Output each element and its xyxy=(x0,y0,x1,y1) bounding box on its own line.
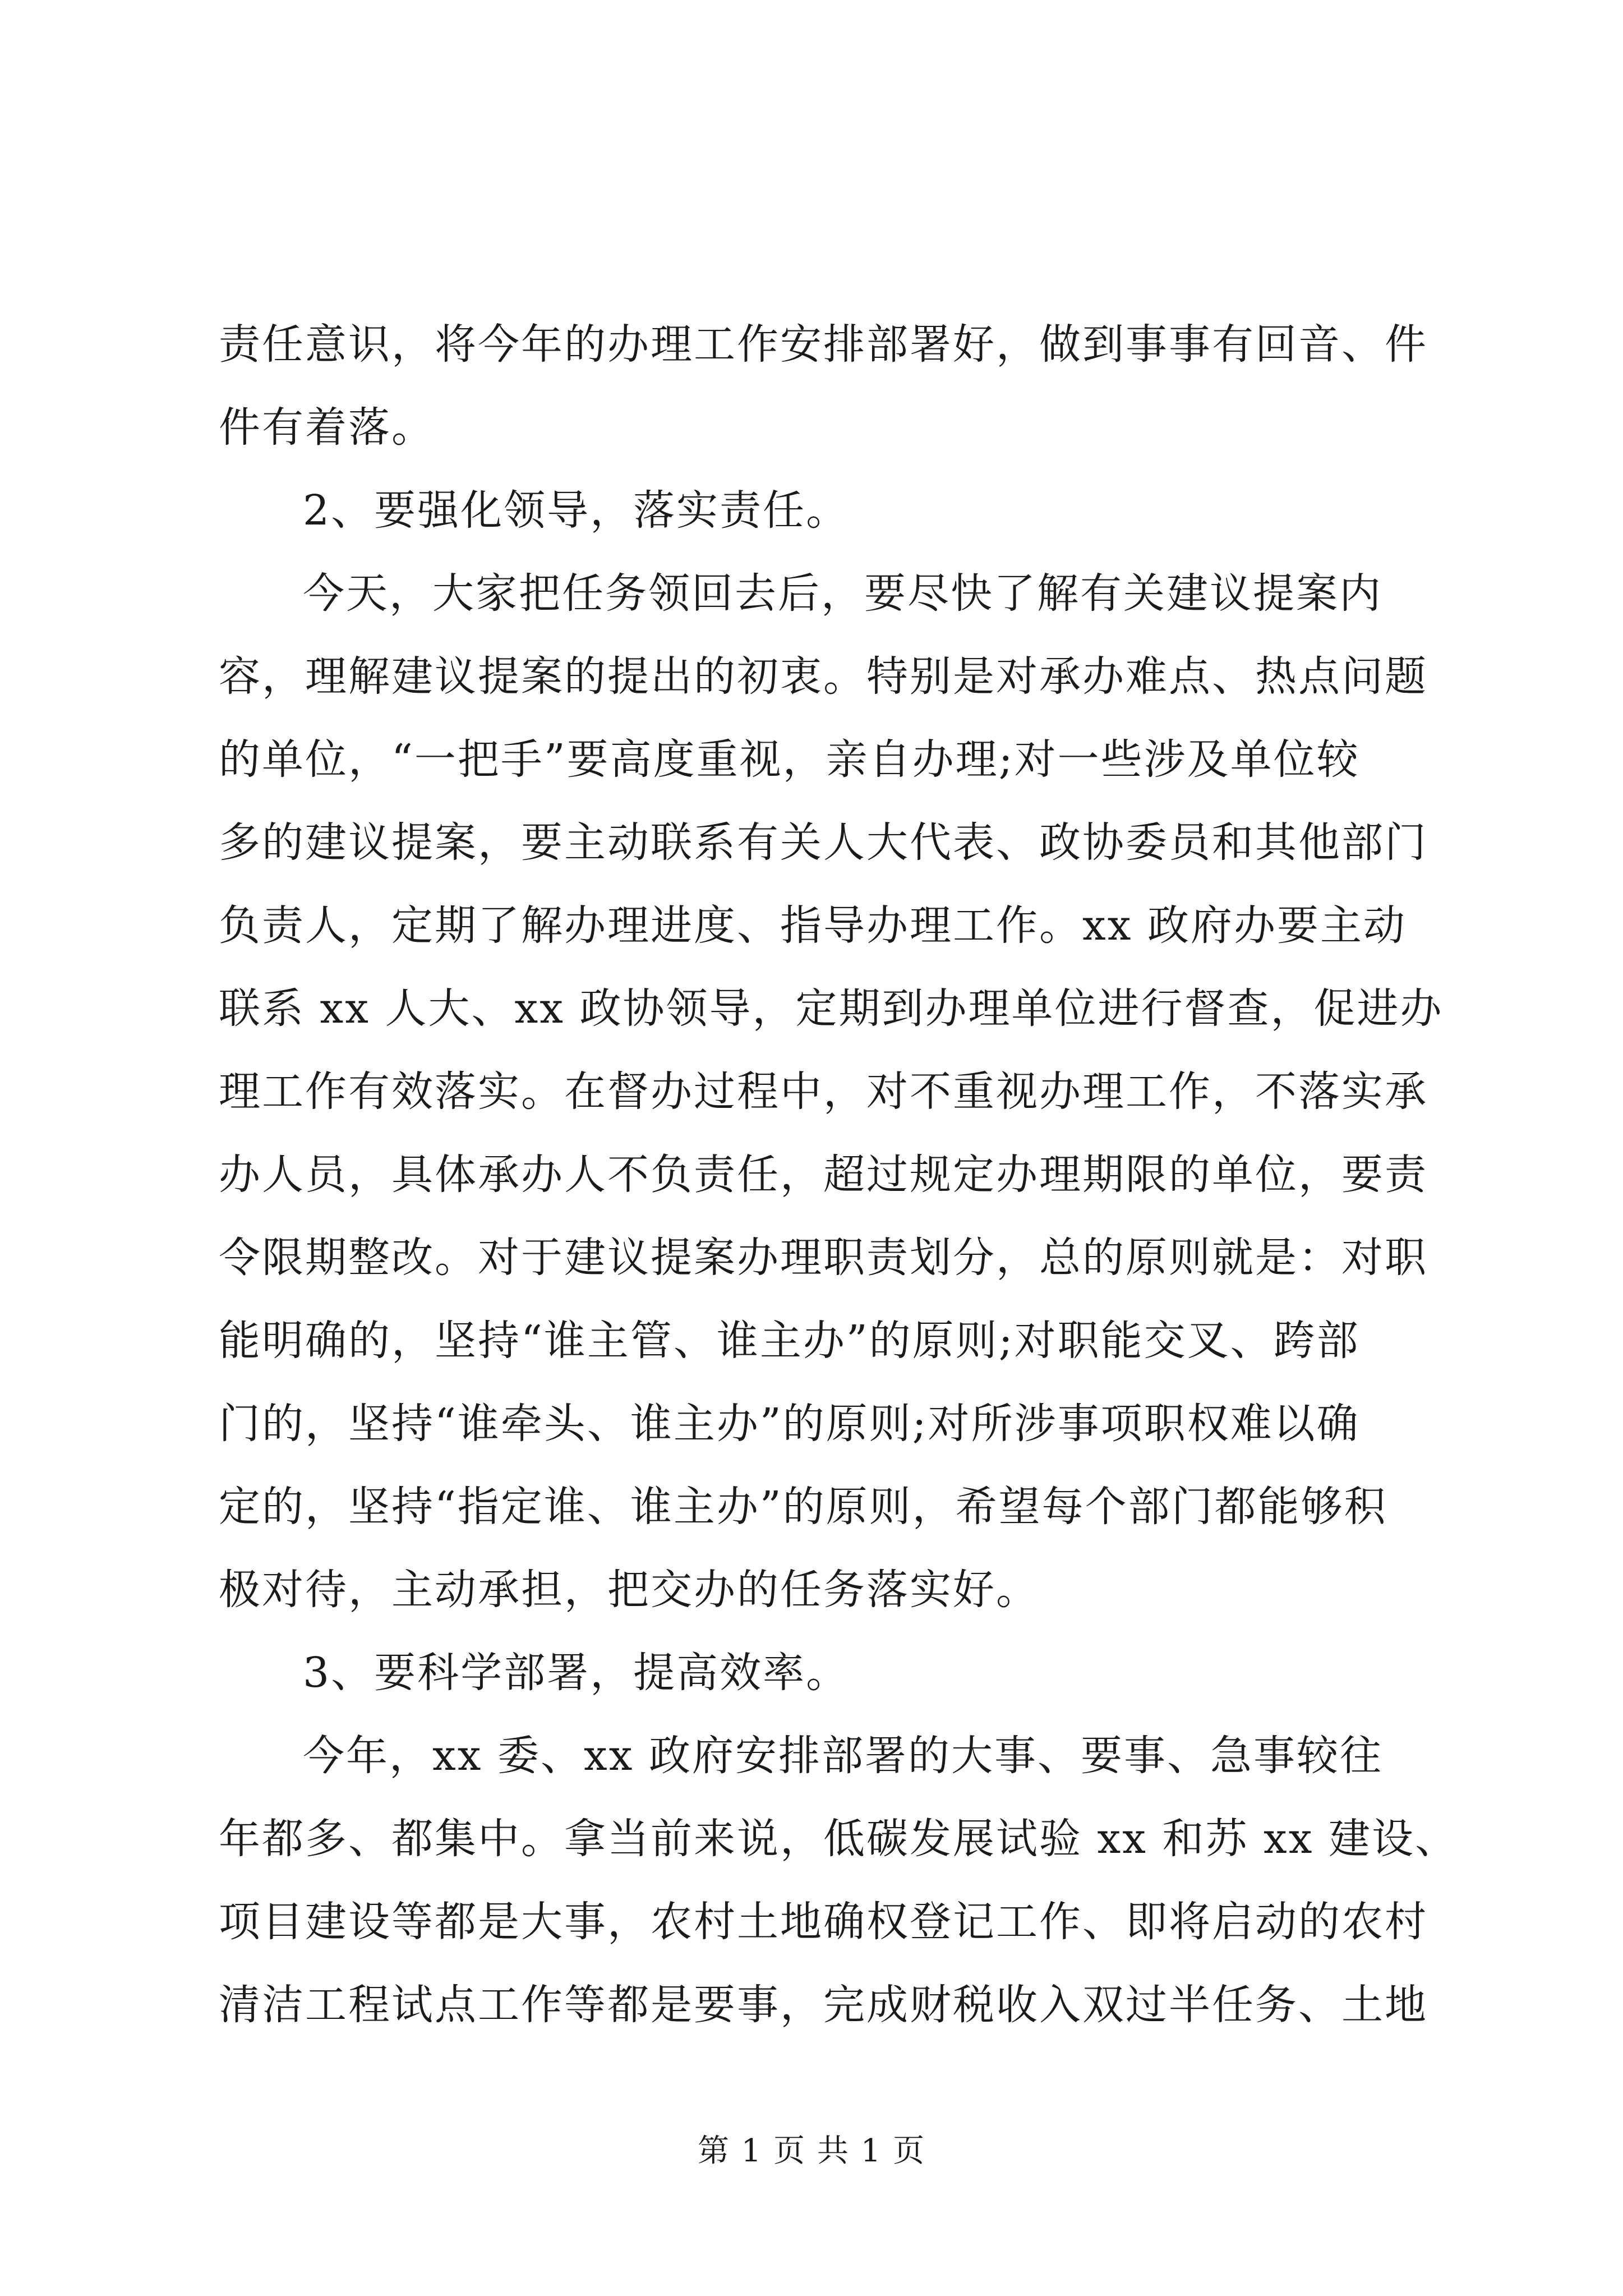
text-line: 负责人，定期了解办理进度、指导办理工作。xx 政府办要主动 xyxy=(219,901,1407,950)
text-line: 办人员，具体承办人不负责任，超过规定办理期限的单位，要责 xyxy=(219,1151,1428,1199)
text-line: 多的建议提案，要主动联系有关人大代表、政协委员和其他部门 xyxy=(219,818,1428,867)
text-line: 今年，xx 委、xx 政府安排部署的大事、要事、急事较往 xyxy=(303,1732,1383,1780)
text-line: 年都多、都集中。拿当前来说，低碳发展试验 xx 和苏 xx 建设、 xyxy=(219,1815,1459,1863)
text-line: 的单位，“一把手”要高度重视，亲自办理;对一些涉及单位较 xyxy=(219,735,1360,784)
section-heading: 2、要强化领导，落实责任。 xyxy=(303,486,850,535)
text-line: 极对待，主动承担，把交办的任务落实好。 xyxy=(219,1566,1039,1614)
body-text xyxy=(219,303,1459,2046)
text-line: 能明确的，坚持“谁主管、谁主办”的原则;对职能交叉、跨部 xyxy=(219,1317,1360,1365)
text-line: 理工作有效落实。在督办过程中，对不重视办理工作，不落实承 xyxy=(219,1068,1428,1116)
text-line: 清洁工程试点工作等都是要事，完成财税收入双过半任务、土地 xyxy=(219,1981,1428,2029)
text-line: 令限期整改。对于建议提案办理职责划分，总的原则就是：对职 xyxy=(219,1234,1428,1282)
text-line: 今天，大家把任务领回去后，要尽快了解有关建议提案内 xyxy=(303,569,1382,618)
section-heading: 3、要科学部署，提高效率。 xyxy=(303,1649,850,1697)
page-footer: 第 1 页 共 1 页 xyxy=(697,2133,926,2169)
text-line: 定的，坚持“指定谁、谁主办”的原则，希望每个部门都能够积 xyxy=(219,1483,1387,1531)
text-line: 门的，坚持“谁牵头、谁主办”的原则;对所涉事项职权难以确 xyxy=(219,1400,1360,1448)
text-line: 责任意识，将今年的办理工作安排部署好，做到事事有回音、件 xyxy=(219,320,1428,369)
text-line: 项目建设等都是大事，农村土地确权登记工作、即将启动的农村 xyxy=(219,1898,1428,1946)
text-line: 联系 xx 人大、xx 政协领导，定期到办理单位进行督查，促进办 xyxy=(219,984,1444,1033)
text-line: 容，理解建议提案的提出的初衷。特别是对承办难点、热点问题 xyxy=(219,652,1428,701)
text-line: 件有着落。 xyxy=(219,403,435,452)
